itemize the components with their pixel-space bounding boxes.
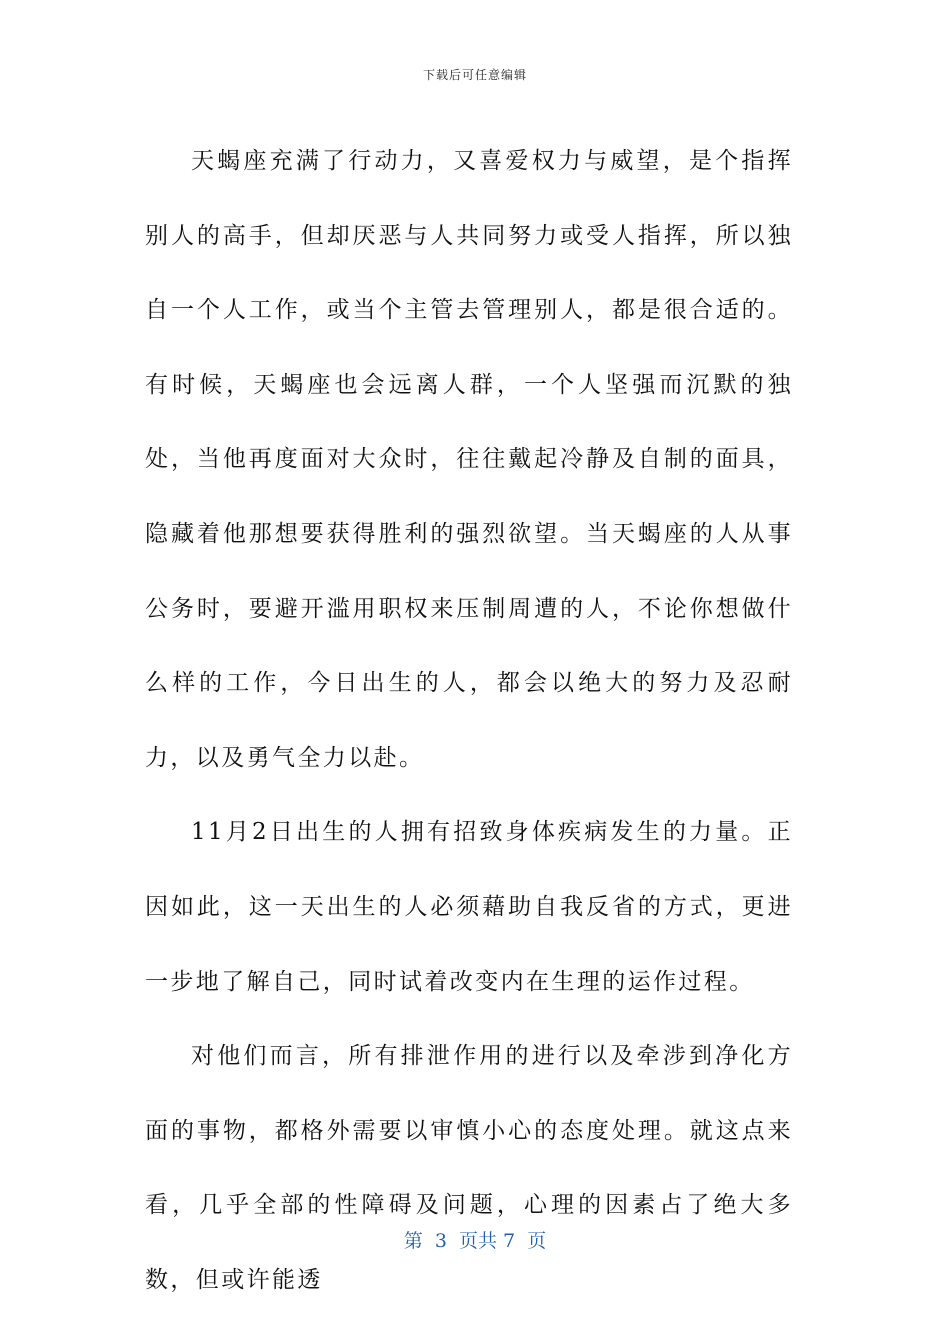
header-note: 下载后可任意编辑	[422, 68, 527, 82]
paragraph-2: 11月2日出生的人拥有招致身体疾病发生的力量。正因如此，这一天出生的人必须藉助自我反省的方式，更进一步地了解自己，同时试着改变内在生理的运作过程。	[145, 819, 793, 995]
paragraph-1: 天蝎座充满了行动力，又喜爱权力与威望，是个指挥别人的高手，但却厌恶与人共同努力或受人指挥，所以独自一个人工作，或当个主管去管理别人，都是很合适的。有时候，天蝎座也会远离人群，一个人坚强而沉默的独处，当他再度面对大众时，往往戴起冷静及自制的面具，隐藏着他那想要获得胜利的强烈欲望。当天蝎座的人从事公务时，要避开滥用职权来压制周遭的人，不论你想做什么样的工作，今日出生的人，都会以绝大的努力及忍耐力，以及勇气全力以赴。	[145, 148, 793, 771]
page-number-footer: 第 3 页共 7 页	[403, 1230, 547, 1252]
paragraph-3: 对他们而言，所有排泄作用的进行以及牵涉到净化方面的事物，都格外需要以审慎小心的态度处理。就这点来看，几乎全部的性障碍及问题，心理的因素占了绝大多数，但或许能透	[145, 1043, 793, 1293]
body-text	[145, 124, 793, 1318]
